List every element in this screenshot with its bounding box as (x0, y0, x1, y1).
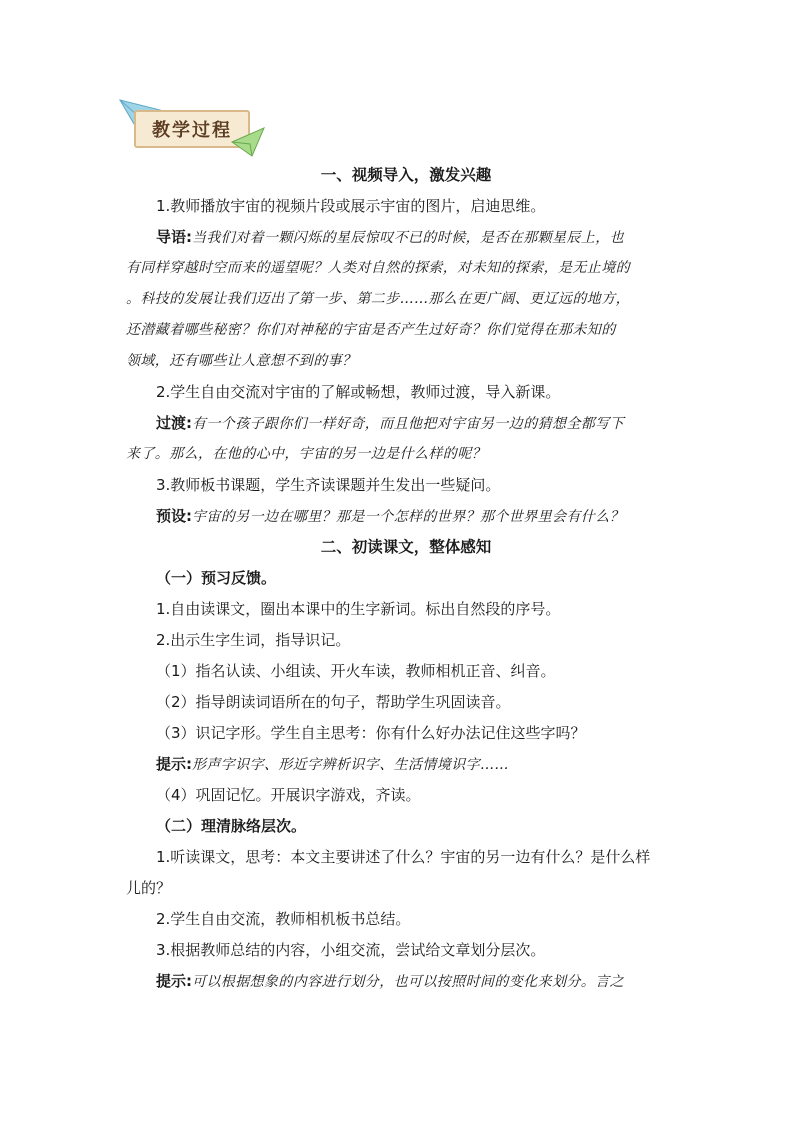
guide-line (126, 222, 686, 253)
badge-label: 教学过程 (152, 120, 232, 141)
preset-label: 预设: (156, 507, 192, 525)
tip-label: 提示: (156, 755, 192, 773)
guide-text: 。科技的发展让我们迈出了第一步、第二步……那么在更广阔、更辽远的地方， (126, 291, 630, 307)
transition-label: 过渡: (156, 414, 192, 432)
paper-plane-icon (230, 126, 266, 158)
list-item: 3.根据教师总结的内容，小组交流，尝试给文章划分层次。 (156, 941, 546, 959)
paragraph: 3.教师板书课题，学生齐读课题并生发出一些疑问。 (156, 476, 501, 494)
transition-line (126, 408, 686, 439)
tip-line (126, 966, 686, 997)
list-item: （1）指名认读、小组读、开火车读，教师相机正音、纠音。 (156, 662, 556, 680)
list-item: （3）识记字形。学生自主思考：你有什么好办法记住这些字吗？ (156, 724, 586, 742)
subsection-title: （一）预习反馈。 (156, 569, 277, 587)
transition-text: 有一个孩子跟你们一样好奇，而且他把对宇宙另一边的猜想全都写下 (192, 416, 624, 432)
list-item: 2.学生自由交流，教师相机板书总结。 (156, 910, 411, 928)
guide-text: 还潜藏着哪些秘密？你们对神秘的宇宙是否产生过好奇？你们觉得在那未知的 (126, 322, 616, 338)
section-title: 一、视频导入，激发兴趣 (320, 166, 492, 184)
guide-text: 当我们对着一颗闪烁的星辰惊叹不已的时候，是否在那颗星辰上，也 (192, 230, 624, 246)
subsection-title: （二）理清脉络层次。 (156, 817, 307, 835)
paragraph: 2.学生自由交流对宇宙的了解或畅想，教师过渡，导入新课。 (156, 383, 561, 401)
tip-label: 提示: (156, 972, 192, 990)
list-item: 儿的？ (126, 879, 172, 897)
transition-text: 来了。那么，在他的心中，宇宙的另一边是什么样的呢？ (126, 446, 486, 462)
guide-text: 有同样穿越时空而来的遥望呢？人类对自然的探索，对未知的探索，是无止境的 (126, 260, 630, 276)
tip-text: 可以根据想象的内容进行划分，也可以按照时间的变化来划分。言之 (192, 974, 624, 990)
tip-line (126, 749, 686, 780)
guide-text: 领域，还有哪些让人意想不到的事？ (126, 353, 357, 369)
section-badge (118, 96, 268, 160)
list-item: （4）巩固记忆。开展识字游戏，齐读。 (156, 786, 421, 804)
lesson-content (126, 160, 686, 997)
list-item: 2.出示生字生词，指导识记。 (156, 631, 351, 649)
list-item: 1.听读课文，思考：本文主要讲述了什么？宇宙的另一边有什么？是什么样 (156, 848, 651, 866)
paragraph: 1.教师播放宇宙的视频片段或展示宇宙的图片，启迪思维。 (156, 197, 546, 215)
guide-label: 导语: (156, 228, 192, 246)
list-item: 1.自由读课文，圈出本课中的生字新词。标出自然段的序号。 (156, 600, 561, 618)
section-title: 二、初读课文，整体感知 (320, 538, 492, 556)
tip-text: 形声字识字、形近字辨析识字、生活情境识字…… (192, 757, 509, 773)
list-item: （2）指导朗读词语所在的句子，帮助学生巩固读音。 (156, 693, 511, 711)
preset-text: 宇宙的另一边在哪里？那是一个怎样的世界？那个世界里会有什么？ (192, 509, 624, 525)
preset-line (126, 501, 686, 532)
